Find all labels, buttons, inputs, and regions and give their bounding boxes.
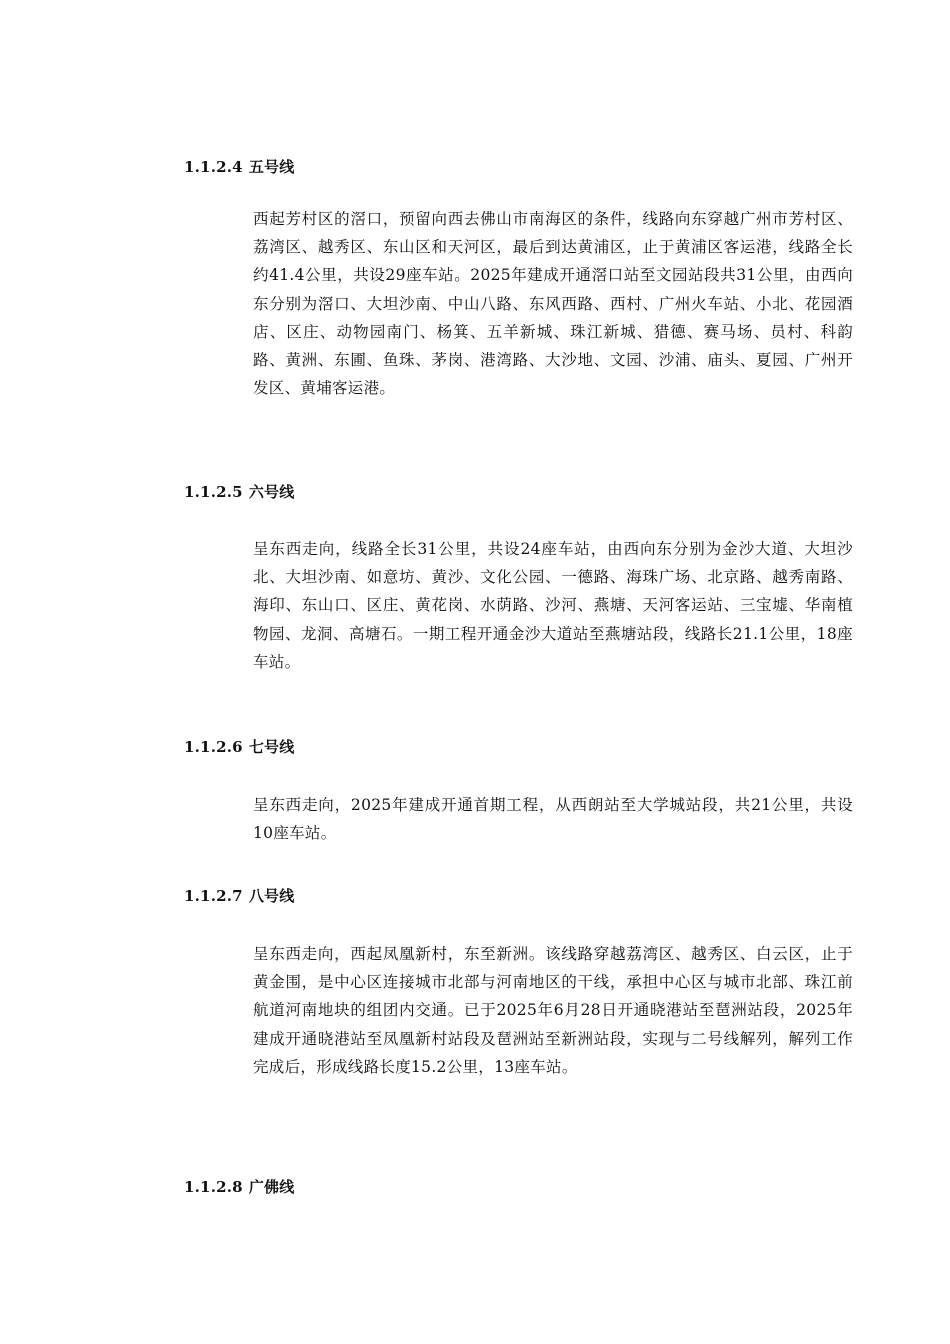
section-number: 1.1.2.5 <box>184 483 243 501</box>
section-heading-6 <box>184 482 294 502</box>
section-heading-8 <box>184 886 294 906</box>
section-body-8: 呈东西走向，西起凤凰新村，东至新洲。该线路穿越荔湾区、越秀区、白云区，止于黄金围，是中心区连接城市北部与河南地区的干线，承担中心区与城市北部、珠江前航道河南地块的组团内交通。已于2025年6月28日开通晓港站至琶洲站段，2025年建成开通晓港站至凤凰新村站段及琶洲站至新洲站段，实现与二号线解列，解列工作完成后，形成线路长度15.2公里，13座车站。 <box>253 945 853 1076</box>
section-number: 1.1.2.6 <box>184 738 243 756</box>
section-number: 1.1.2.7 <box>184 887 243 905</box>
section-number: 1.1.2.8 <box>184 1178 243 1196</box>
section-title: 六号线 <box>248 483 295 501</box>
section-title: 五号线 <box>248 158 295 176</box>
section-number: 1.1.2.4 <box>184 158 243 176</box>
section-heading-5 <box>184 157 294 177</box>
section-title: 广佛线 <box>248 1178 295 1196</box>
section-body-6: 呈东西走向，线路全长31公里，共设24座车站，由西向东分别为金沙大道、大坦沙北、大坦沙南、如意坊、黄沙、文化公园、一德路、海珠广场、北京路、越秀南路、海印、东山口、区庄、黄花岗、水荫路、沙河、燕塘、天河客运站、三宝墟、华南植物园、龙洞、高塘石。一期工程开通金沙大道站至燕塘站段，线路长21.1公里，18座车站。 <box>253 540 853 671</box>
section-heading-guangfo <box>184 1177 294 1197</box>
section-title: 七号线 <box>248 738 295 756</box>
section-body-7: 呈东西走向，2025年建成开通首期工程，从西朗站至大学城站段，共21公里，共设10座车站。 <box>253 796 853 843</box>
section-heading-7 <box>184 737 294 757</box>
section-body-5: 西起芳村区的滘口，预留向西去佛山市南海区的条件，线路向东穿越广州市芳村区、荔湾区、越秀区、东山区和天河区，最后到达黄浦区，止于黄浦区客运港，线路全长约41.4公里，共设29座车站。2025年建成开通滘口站至文园站段共31公里，由西向东分别为滘口、大坦沙南、中山八路、东风西路、西村、广州火车站、小北、花园酒店、区庄、动物园南门、杨箕、五羊新城、珠江新城、猎德、赛马场、员村、科韵路、黄洲、东圃、鱼珠、茅岗、港湾路、大沙地、文园、沙浦、庙头、夏园、广州开发区、黄埔客运港。 <box>253 210 853 398</box>
section-title: 八号线 <box>248 887 295 905</box>
